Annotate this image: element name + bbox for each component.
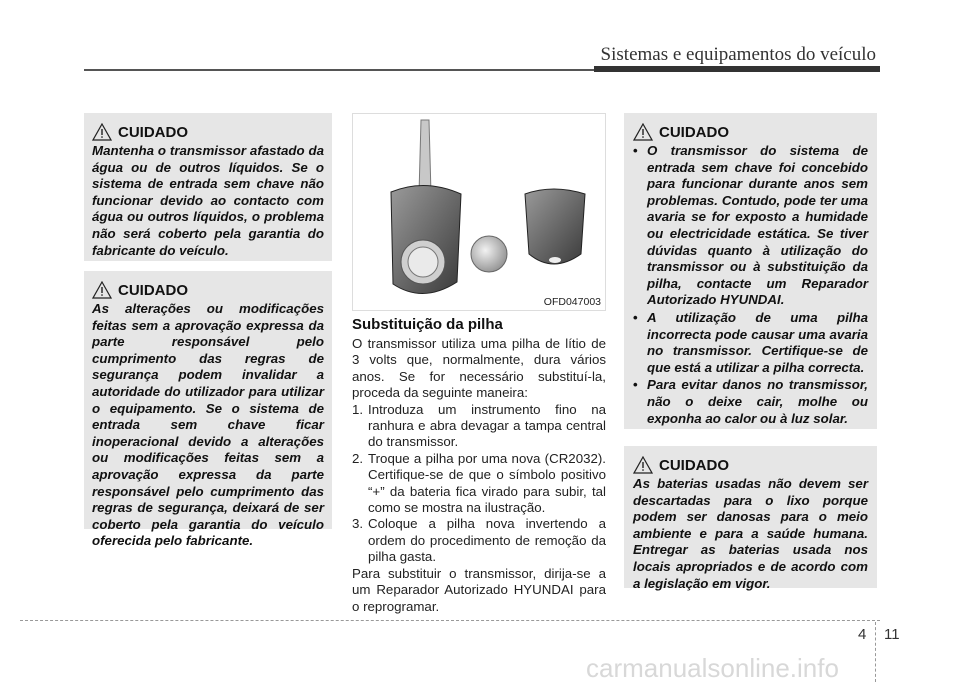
- caution-text: As alterações ou modificações feitas sem a aprovação expressa da parte responsável pelo cumprimento das regras de segurança podem invalidar a autoridade do utilizador para utilizar o equipamento. Se o sistema de entrada sem chave ficar inoperacional devido a alterações ou modificações feitas sem a aprovação expressa da parte responsável pelo cumprimento das regras de segurança, deixará de ser coberto pela garantia do veículo oferecida pelo fabricante.: [92, 301, 324, 549]
- key-battery-photo: [352, 113, 606, 311]
- watermark: carmanualsonline.info: [586, 653, 839, 683]
- page-number: 11: [884, 626, 900, 643]
- caution-box-disposal: [624, 446, 877, 591]
- header-accent-bar: [594, 66, 880, 72]
- chapter-number: 4: [858, 626, 867, 643]
- step-item: 3. Coloque a pilha nova invertendo a ordem do procedimento de remoção da pilha gasta.: [352, 516, 606, 565]
- caution-box-water: [84, 113, 332, 261]
- caution-heading: [92, 123, 324, 141]
- figure-code: OFD047003: [543, 296, 601, 308]
- caution-list-item: • Para evitar danos no transmissor, não o deixe cair, molhe ou exponha ao calor ou à luz solar.: [633, 377, 868, 427]
- section-intro: O transmissor utiliza uma pilha de lítio de 3 volts que, normalmente, dura vários anos. Se for necessário substituí-la, proceda da seguinte maneira:: [352, 336, 606, 401]
- caution-heading: [633, 456, 868, 474]
- caution-box-modifications: [84, 271, 332, 549]
- warning-triangle-icon: [633, 456, 653, 474]
- caution-title: CUIDADO: [118, 281, 188, 299]
- caution-box-transmitter: [624, 113, 877, 429]
- caution-text: As baterias usadas não devem ser descartadas para o lixo porque podem ser danosas para o meio ambiente e para a saúde humana. Entregar as baterias usada nos locais apropriados e de acordo com a legislação em vigor.: [633, 476, 868, 591]
- warning-triangle-icon: [633, 123, 653, 141]
- caution-heading: [633, 123, 868, 141]
- steps-list: [352, 402, 606, 566]
- footer-divider: [875, 622, 876, 682]
- page-header-title: Sistemas e equipamentos do veículo: [600, 44, 876, 65]
- caution-text: Mantenha o transmissor afastado da água ou de outros líquidos. Se o sistema de entrada sem chave não funcionar devido ao contacto com água ou outros líquidos, o problema não será coberto pela garantia do fabricante do veículo.: [92, 143, 324, 258]
- section-title: Substituição da pilha: [352, 316, 503, 333]
- step-item: 1. Introduza um instrumento fino na ranhura e abra devagar a tampa central do transmissor.: [352, 401, 606, 450]
- section-body: [352, 336, 606, 615]
- section-outro: Para substituir o transmissor, dirija-se a um Reparador Autorizado HYUNDAI para o reprogramar.: [352, 565, 606, 614]
- warning-triangle-icon: [92, 123, 112, 141]
- caution-title: CUIDADO: [659, 123, 729, 141]
- caution-title: CUIDADO: [659, 456, 729, 474]
- caution-list-item: • A utilização de uma pilha incorrecta pode causar uma avaria no transmissor. Certifique-se de que está a utilizar a pilha correcta.: [633, 310, 868, 376]
- key-fob-illustration: [353, 114, 606, 311]
- step-item: 2. Troque a pilha por uma nova (CR2032). Certifique-se de que o símbolo positivo “+” da bateria fica virado para subir, tal como se mostra na ilustração.: [352, 450, 606, 516]
- caution-list-item: • O transmissor do sistema de entrada sem chave foi concebido para funcionar durante anos sem problemas. Contudo, pode ter uma avaria se for exposto a humidade ou electricidade estática. Se tiver dúvidas quanto à utilização do transmissor ou à substituição da pilha, contacte um Reparador Autorizado HYUNDAI.: [633, 143, 868, 309]
- footer-rule: [20, 620, 880, 621]
- caution-heading: [92, 281, 324, 299]
- warning-triangle-icon: [92, 281, 112, 299]
- caution-title: CUIDADO: [118, 123, 188, 141]
- caution-list: [633, 143, 868, 427]
